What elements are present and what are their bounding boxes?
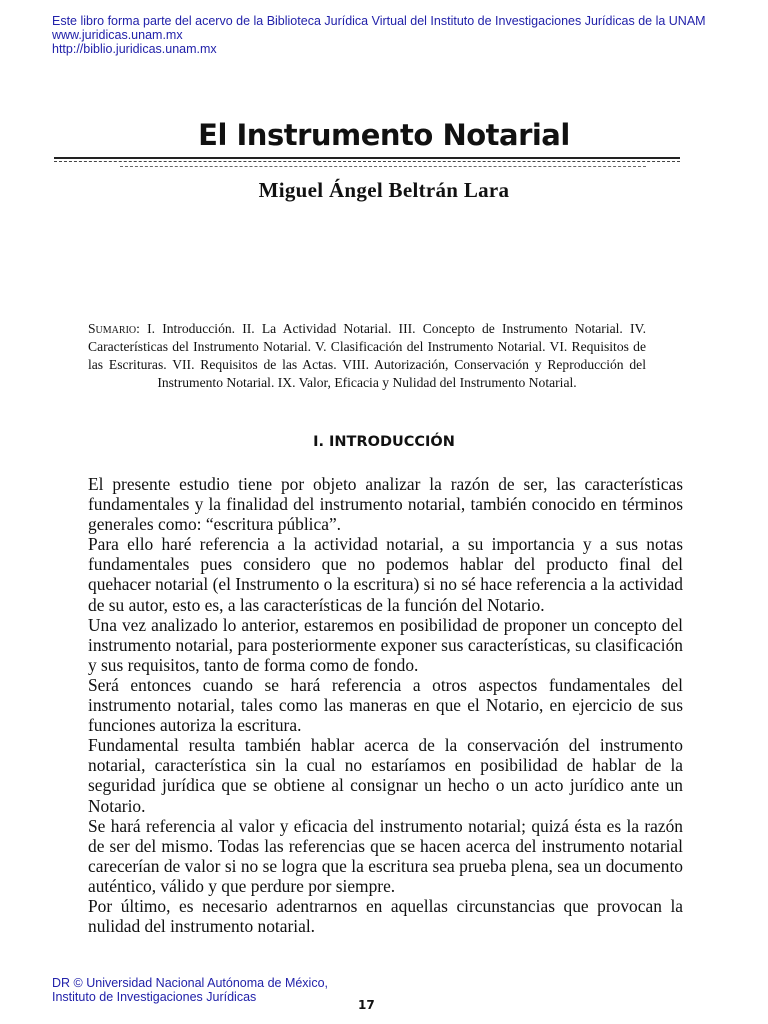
title-rule-dashed xyxy=(54,161,680,162)
biblio-link[interactable]: http://biblio.juridicas.unam.mx xyxy=(52,42,217,56)
copyright-notice xyxy=(52,976,328,1004)
summary-label: Sumario: xyxy=(88,321,140,336)
author-name: Miguel Ángel Beltrán Lara xyxy=(258,178,510,202)
copyright-line: DR © Universidad Nacional Autónoma de México, xyxy=(52,976,329,990)
library-notice xyxy=(52,14,706,56)
paragraph: Por último, es necesario adentrarnos en aquellas circunstancias que provocan la nulidad del instrumento notarial. xyxy=(88,895,683,937)
paragraph: Será entonces cuando se hará referencia a otros aspectos fundamentales del instrumento notarial, tales como las maneras en que el Notario, en ejercicio de sus funciones autoriza la escritura. xyxy=(88,674,683,736)
page-number: 17 xyxy=(358,998,375,1012)
section-heading: I. INTRODUCCIÓN xyxy=(313,434,455,450)
paragraph: Una vez analizado lo anterior, estaremos en posibilidad de proponer un concepto del instrumento notarial, para posteriormente exponer sus características, su clasificación y sus requisitos, tanto de forma como de fondo. xyxy=(88,614,683,675)
library-notice-text: Este libro forma parte del acervo de la Biblioteca Jurídica Virtual del Instituto de Investigaciones Jurídicas de la UNAM xyxy=(52,14,706,28)
body-text xyxy=(88,474,683,936)
paragraph: Se hará referencia al valor y eficacia del instrumento notarial; quizá ésta es la razón de ser del mismo. Todas las referencias que se hacen acerca del instrumento notarial carecerían de valor si no se logra que la escritura sea prueba plena, sea un documento auténtico, válido y que perdure por siempre. xyxy=(88,815,683,896)
document-title: El Instrumento Notarial xyxy=(198,118,570,152)
summary-text: I. Introducción. II. La Actividad Notarial. III. Concepto de Instrumento Notarial. IV. Características del Instrumento Notarial. V. Clasificación del Instrumento Notarial. VI. Requisitos de las Escrituras. VII. Requisitos de las Actas. VIII. Autorización, Conservación y Reproducción del Instrumento Notarial. IX. Valor, Eficacia y Nulidad del Instrumento Notarial. xyxy=(88,321,646,390)
juridicas-link[interactable]: www.juridicas.unam.mx xyxy=(52,28,183,42)
institute-line: Instituto de Investigaciones Jurídicas xyxy=(52,990,257,1004)
summary-block xyxy=(88,320,646,392)
paragraph: Fundamental resulta también hablar acerca de la conservación del instrumento notarial, característica sin la cual no estaríamos en posibilidad de hablar de la seguridad jurídica que se obtiene al consignar un hecho o un acto jurídico ante un Notario. xyxy=(88,735,683,816)
title-rule xyxy=(54,157,680,159)
title-rule-dashed-short xyxy=(120,166,646,167)
paragraph: El presente estudio tiene por objeto analizar la razón de ser, las características fundamentales y la finalidad del instrumento notarial, también conocido en términos generales como: “escritura pública”. xyxy=(88,474,683,535)
paragraph: Para ello haré referencia a la actividad notarial, a su importancia y a sus notas fundamentales pues considero que no podemos hablar del producto final del quehacer notarial (el Instrumento o la escritura) si no sé hace referencia a la actividad de su autor, esto es, a las características de la función del Notario. xyxy=(88,534,683,615)
